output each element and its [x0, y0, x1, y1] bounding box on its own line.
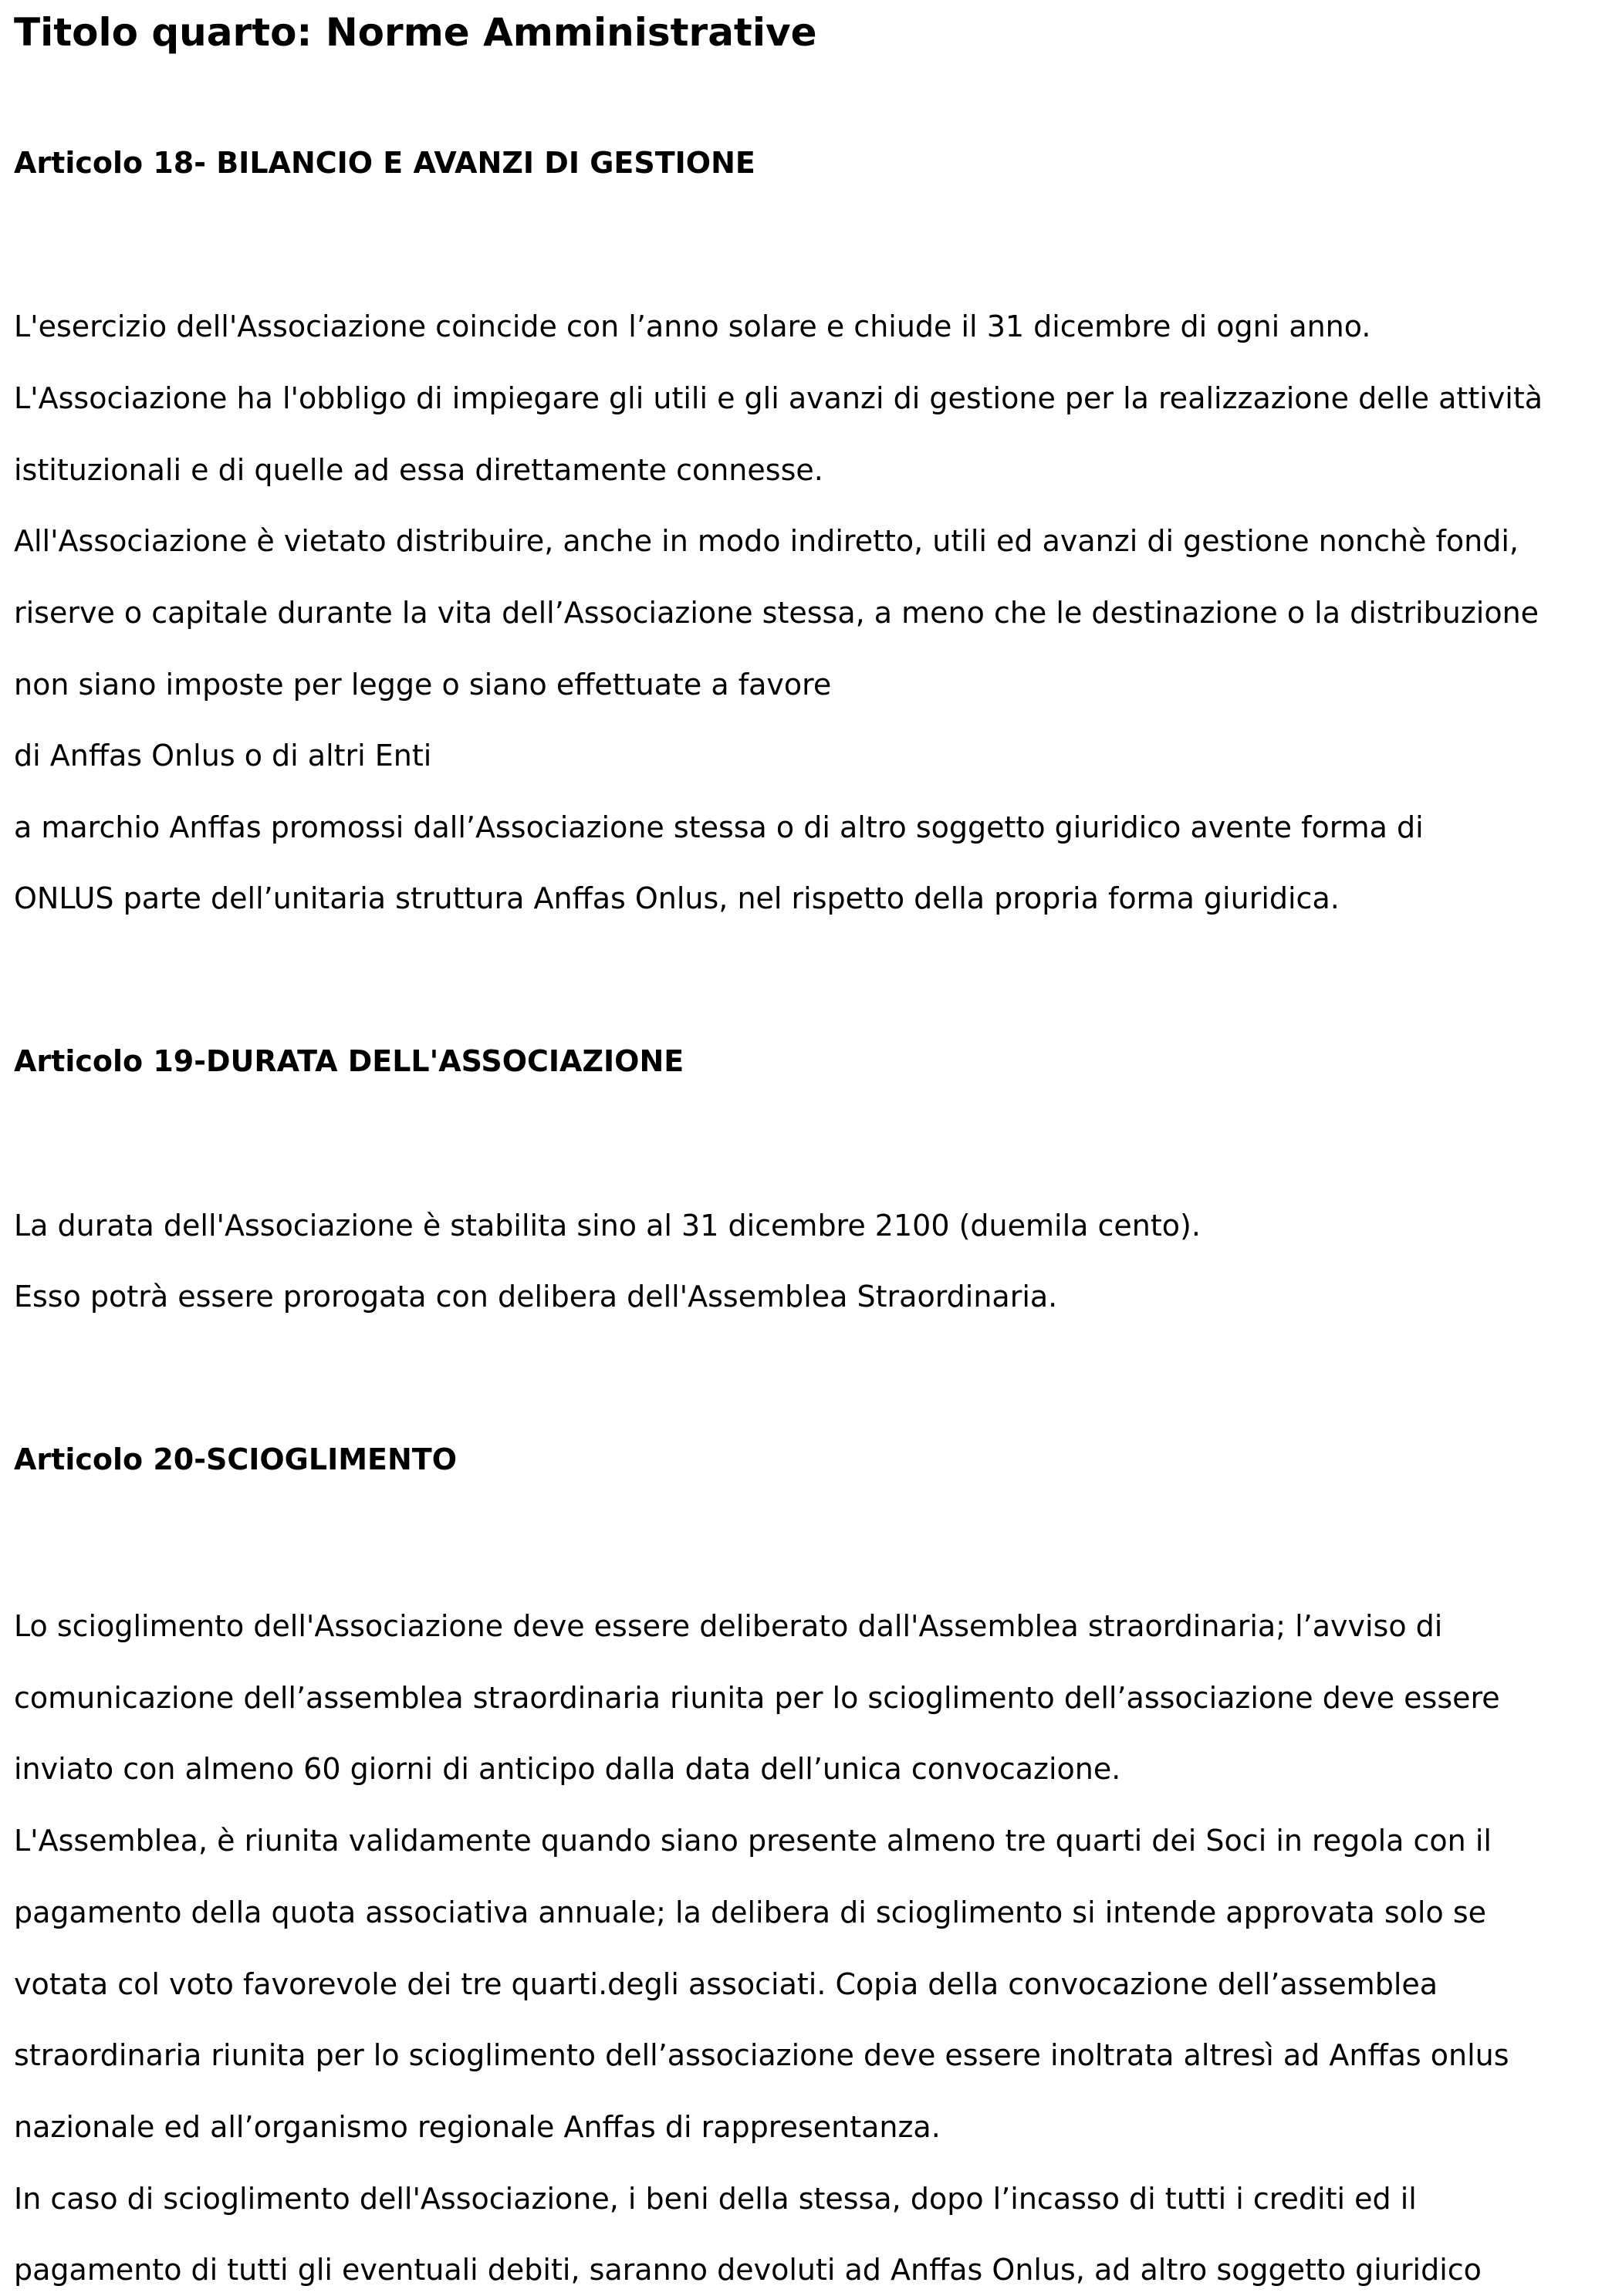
- article-20-line-7: straordinaria riunita per lo scioglimento dell’associazione deve essere inoltrata altresì ad Anffas onlus: [14, 2038, 1509, 2072]
- article-19-heading: Articolo 19-DURATA DELL'ASSOCIAZIONE: [14, 1044, 684, 1078]
- article-18-line-4: All'Associazione è vietato distribuire, anche in modo indiretto, utili ed avanzi di gestione nonchè fondi,: [14, 524, 1519, 558]
- article-18-line-9: ONLUS parte dell’unitaria struttura Anffas Onlus, nel rispetto della propria forma giuridica.: [14, 881, 1340, 915]
- article-18-line-5: riserve o capitale durante la vita dell’Associazione stessa, a meno che le destinazione o la distribuzione: [14, 596, 1539, 630]
- article-20-line-9: In caso di scioglimento dell'Associazione, i beni della stessa, dopo l’incasso di tutti i crediti ed il: [14, 2182, 1417, 2216]
- article-18-line-6: non siano imposte per legge o siano effettuate a favore: [14, 668, 832, 702]
- article-20-line-8: nazionale ed all’organismo regionale Anffas di rappresentanza.: [14, 2110, 941, 2144]
- article-18-line-1: L'esercizio dell'Associazione coincide con l’anno solare e chiude il 31 dicembre di ogni anno.: [14, 309, 1371, 343]
- article-18-line-3: istituzionali e di quelle ad essa direttamente connesse.: [14, 453, 823, 487]
- article-20-line-6: votata col voto favorevole dei tre quarti.degli associati. Copia della convocazione dell’assemblea: [14, 1967, 1438, 2001]
- article-19-line-1: La durata dell'Associazione è stabilita sino al 31 dicembre 2100 (duemila cento).: [14, 1209, 1201, 1243]
- article-20-line-10: pagamento di tutti gli eventuali debiti, saranno devoluti ad Anffas Onlus, ad altro soggetto giuridico: [14, 2253, 1482, 2287]
- article-19-line-2: Esso potrà essere prorogata con delibera dell'Assemblea Straordinaria.: [14, 1280, 1058, 1314]
- article-20-line-5: pagamento della quota associativa annuale; la delibera di scioglimento si intende approvata solo se: [14, 1895, 1486, 1929]
- article-20-line-1: Lo scioglimento dell'Associazione deve essere deliberato dall'Assemblea straordinaria; l’avviso di: [14, 1609, 1443, 1643]
- article-18-line-8: a marchio Anffas promossi dall’Associazione stessa o di altro soggetto giuridico avente forma di: [14, 810, 1424, 844]
- article-20-line-3: inviato con almeno 60 giorni di anticipo dalla data dell’unica convocazione.: [14, 1752, 1121, 1786]
- article-20-line-2: comunicazione dell’assemblea straordinaria riunita per lo scioglimento dell’associazione deve essere: [14, 1681, 1500, 1715]
- article-18-line-2: L'Associazione ha l'obbligo di impiegare gli utili e gli avanzi di gestione per la realizzazione delle attività: [14, 381, 1543, 415]
- article-18-heading: Articolo 18- BILANCIO E AVANZI DI GESTIONE: [14, 146, 755, 180]
- article-18-line-7: di Anffas Onlus o di altri Enti: [14, 739, 432, 773]
- article-20-line-4: L'Assemblea, è riunita validamente quando siano presente almeno tre quarti dei Soci in regola con il: [14, 1824, 1492, 1858]
- document-title: Titolo quarto: Norme Amministrative: [14, 10, 817, 55]
- article-20-heading: Articolo 20-SCIOGLIMENTO: [14, 1442, 458, 1476]
